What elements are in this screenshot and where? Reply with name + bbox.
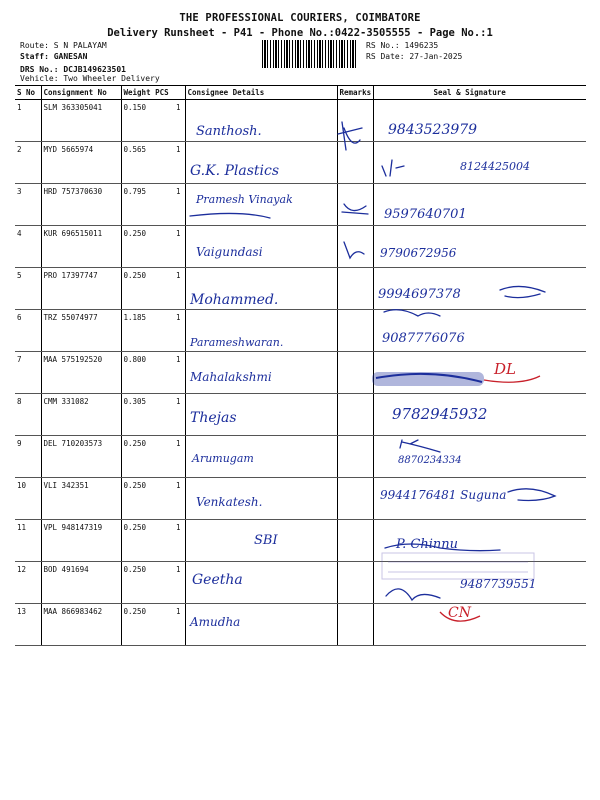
cell-consignment: KUR 696515011	[41, 226, 121, 268]
cell-sno: 5	[15, 268, 41, 310]
handwritten-signature: CN	[448, 605, 471, 621]
col-sno: S No	[15, 86, 41, 100]
handwritten-signature: P. Chinnu	[396, 537, 458, 552]
stamp-mark	[382, 553, 534, 579]
cell-weight: 0.250 1	[121, 520, 185, 562]
handwritten-signature: 9843523979	[388, 122, 478, 138]
cell-consignment: MAA 575192520	[41, 352, 121, 394]
col-signature: Seal & Signature	[373, 86, 586, 100]
cell-sno: 9	[15, 436, 41, 478]
cell-weight: 0.250 1	[121, 268, 185, 310]
cell-consignment: HRD 757370630	[41, 184, 121, 226]
col-consignment: Consignment No	[41, 86, 121, 100]
staff-label: Staff: GANESAN	[20, 52, 88, 61]
handwritten-consignee: Arumugam	[192, 452, 254, 465]
handwritten-signature: 8124425004	[460, 160, 530, 173]
rs-date: RS Date: 27-Jan-2025	[366, 52, 463, 61]
cell-sno: 6	[15, 310, 41, 352]
cell-sno: 13	[15, 604, 41, 646]
col-remarks: Remarks	[337, 86, 373, 100]
cell-consignment: VLI 342351	[41, 478, 121, 520]
scribble-mark	[386, 589, 440, 600]
handwritten-signature: 8870234334	[398, 455, 462, 466]
cell-sno: 4	[15, 226, 41, 268]
cell-sno: 7	[15, 352, 41, 394]
route-label: Route: S N PALAYAM	[20, 41, 107, 50]
scribble-mark	[440, 612, 480, 621]
handwritten-consignee: Pramesh Vinayak	[196, 193, 293, 206]
cell-weight: 0.250 1	[121, 604, 185, 646]
handwritten-consignee: G.K. Plastics	[190, 163, 280, 179]
cell-consignment: TRZ 55074977	[41, 310, 121, 352]
cell-weight: 0.305 1	[121, 394, 185, 436]
scribble-mark	[382, 160, 404, 176]
cell-consignment: DEL 710203573	[41, 436, 121, 478]
cell-sno: 1	[15, 100, 41, 142]
cell-sno: 11	[15, 520, 41, 562]
handwritten-consignee: SBI	[254, 533, 278, 548]
scribble-mark	[338, 122, 362, 150]
cell-consignment: PRO 17397747	[41, 268, 121, 310]
cell-consignment: CMM 331082	[41, 394, 121, 436]
col-weight-pcs: Weight PCS	[121, 86, 185, 100]
cell-sno: 8	[15, 394, 41, 436]
cell-weight: 0.250 1	[121, 478, 185, 520]
handwritten-consignee: Santhosh.	[196, 124, 262, 139]
cell-consignment: BOD 491694	[41, 562, 121, 604]
handwritten-consignee: Geetha	[192, 572, 243, 588]
scribble-mark	[400, 440, 440, 452]
cell-weight: 0.800 1	[121, 352, 185, 394]
rs-number: RS No.: 1496235	[366, 41, 439, 50]
cell-sno: 2	[15, 142, 41, 184]
handwritten-signature: 9087776076	[382, 331, 465, 346]
scribble-mark	[342, 204, 368, 214]
cell-consignment: MYD 5665974	[41, 142, 121, 184]
handwritten-signature: 9790672956	[380, 246, 457, 260]
handwritten-signature: 9782945932	[392, 405, 488, 423]
handwritten-consignee: Mohammed.	[190, 292, 279, 308]
cell-weight: 1.185 1	[121, 310, 185, 352]
cell-consignment: MAA 866983462	[41, 604, 121, 646]
cell-weight: 0.795 1	[121, 184, 185, 226]
handwritten-signature: 9994697378	[378, 287, 461, 302]
handwritten-consignee: Parameshwaran.	[190, 336, 284, 349]
cell-sno: 3	[15, 184, 41, 226]
handwritten-signature: DL	[494, 360, 516, 378]
cell-weight: 0.250 1	[121, 436, 185, 478]
scribble-mark	[484, 376, 540, 382]
cell-sno: 10	[15, 478, 41, 520]
handwritten-consignee: Thejas	[190, 410, 237, 426]
cell-weight: 0.250 1	[121, 226, 185, 268]
handwritten-consignee: Mahalakshmi	[190, 370, 272, 384]
scribble-mark	[508, 489, 555, 501]
sheet-title: THE PROFESSIONAL COURIERS, COIMBATORE	[179, 12, 421, 24]
scribble-mark	[190, 213, 270, 218]
cell-consignment: VPL 948147319	[41, 520, 121, 562]
handwritten-signature: 9944176481 Suguna	[380, 488, 507, 502]
cell-weight: 0.250 1	[121, 562, 185, 604]
cell-weight: 0.565 1	[121, 142, 185, 184]
handwritten-signature: 9597640701	[384, 207, 467, 222]
cell-consignment: SLM 363305041	[41, 100, 121, 142]
col-consignee: Consignee Details	[185, 86, 337, 100]
sheet-subtitle: Delivery Runsheet - P41 - Phone No.:0422-3505555 - Page No.:1	[107, 27, 493, 39]
handwritten-signature: 9487739551	[460, 577, 537, 591]
scribble-mark	[385, 544, 500, 551]
handwritten-consignee: Vaigundasi	[196, 245, 263, 259]
scribble-mark	[500, 286, 545, 297]
drs-number: DRS No.: DCJB149623501	[20, 65, 126, 74]
vehicle-label: Vehicle: Two Wheeler Delivery	[20, 74, 160, 83]
handwritten-consignee: Amudha	[190, 615, 241, 629]
handwritten-consignee: Venkatesh.	[196, 495, 263, 509]
scribble-mark	[344, 242, 364, 258]
cell-sno: 12	[15, 562, 41, 604]
cell-weight: 0.150 1	[121, 100, 185, 142]
scribble-mark	[384, 310, 440, 316]
